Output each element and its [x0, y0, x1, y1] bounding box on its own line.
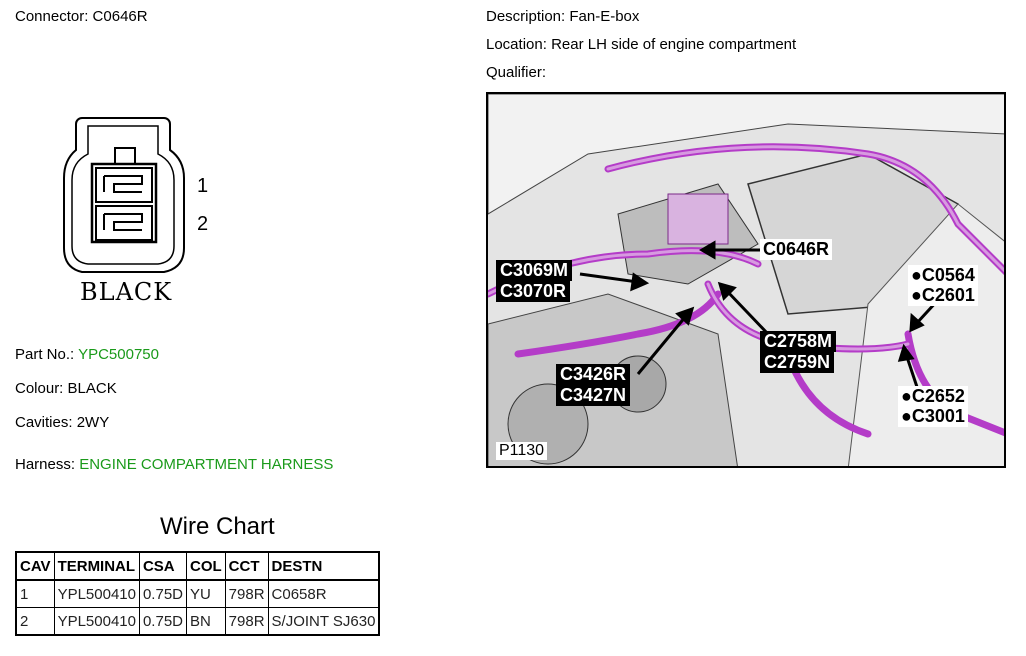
pin-1-label: 1 — [197, 175, 209, 197]
callout-c3070r[interactable]: C3070R — [496, 281, 570, 302]
cell-destn[interactable]: C0658R — [268, 580, 379, 608]
callout-c2652[interactable]: ●C2652 — [898, 386, 968, 407]
cell-terminal: YPL500410 — [54, 580, 139, 608]
cell-destn[interactable]: S/JOINT SJ630 — [268, 608, 379, 636]
cell-col: YU — [187, 580, 226, 608]
location-photo — [486, 92, 1006, 468]
cell-cav: 2 — [16, 608, 54, 636]
table-header-row — [16, 552, 379, 580]
qualifier: Qualifier: — [486, 64, 547, 81]
callout-c3069m[interactable]: C3069M — [496, 260, 572, 281]
col-cav: CAV — [16, 552, 54, 580]
table-row — [16, 608, 379, 636]
callout-c0646r[interactable]: C0646R — [760, 239, 832, 260]
harness: Harness: ENGINE COMPARTMENT HARNESS — [15, 456, 334, 473]
connector-id: Connector: C0646R — [15, 8, 148, 25]
photo-code: P1130 — [496, 442, 547, 460]
cell-cct: 798R — [225, 580, 268, 608]
location: Location: Rear LH side of engine compartment — [486, 36, 797, 53]
cell-csa: 0.75D — [139, 580, 186, 608]
part-number: Part No.: YPC500750 — [15, 346, 159, 363]
col-destn: DESTN — [268, 552, 379, 580]
harness-link[interactable]: ENGINE COMPARTMENT HARNESS — [79, 456, 334, 473]
cell-col: BN — [187, 608, 226, 636]
callout-c3001[interactable]: ●C3001 — [898, 406, 968, 427]
part-number-link[interactable]: YPC500750 — [78, 346, 159, 363]
col-csa: CSA — [139, 552, 186, 580]
callout-c3426r[interactable]: C3426R — [556, 364, 630, 385]
cell-csa: 0.75D — [139, 608, 186, 636]
col-col: COL — [187, 552, 226, 580]
wire-chart-table — [15, 551, 380, 636]
pin-2-label: 2 — [197, 213, 209, 235]
colour: Colour: BLACK — [15, 380, 117, 397]
cavities: Cavities: 2WY — [15, 414, 110, 431]
col-cct: CCT — [225, 552, 268, 580]
cell-cct: 798R — [225, 608, 268, 636]
description: Description: Fan-E-box — [486, 8, 640, 25]
callout-c2601[interactable]: ●C2601 — [908, 285, 978, 306]
cell-terminal: YPL500410 — [54, 608, 139, 636]
cell-cav: 1 — [16, 580, 54, 608]
callout-c2759n[interactable]: C2759N — [760, 352, 834, 373]
col-terminal: TERMINAL — [54, 552, 139, 580]
wire-chart-title: Wire Chart — [160, 513, 275, 540]
table-row — [16, 580, 379, 608]
callout-c0564[interactable]: ●C0564 — [908, 265, 978, 286]
drawing-colour-label: BLACK — [80, 278, 173, 306]
callout-c3427n[interactable]: C3427N — [556, 385, 630, 406]
callout-c2758m[interactable]: C2758M — [760, 331, 836, 352]
